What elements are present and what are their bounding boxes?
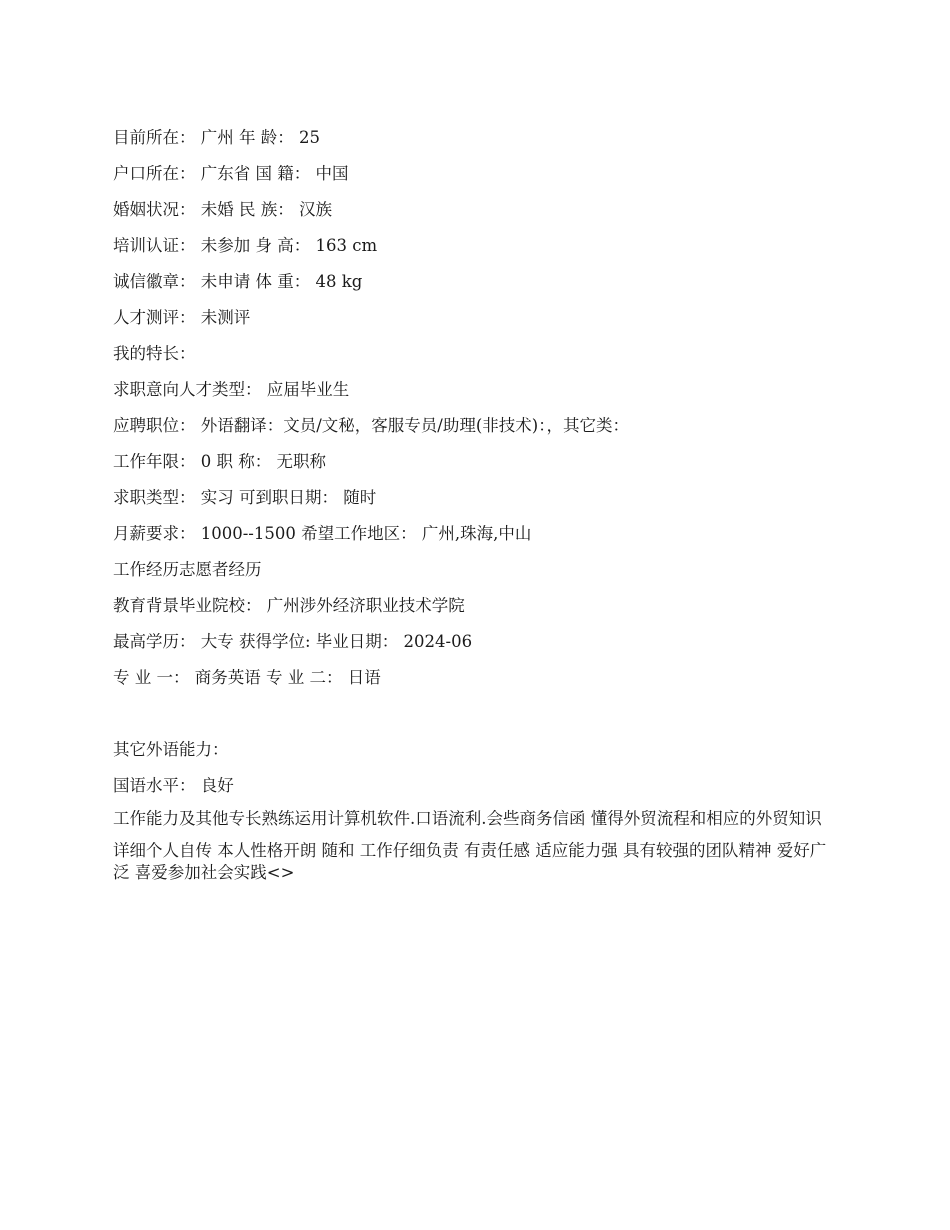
degree-graduation-line: 最高学历： 大专 获得学位: 毕业日期： 2024-06 (113, 632, 473, 651)
mandarin-level-line: 国语水平： 良好 (113, 776, 234, 795)
education-school-line: 教育背景毕业院校： 广州涉外经济职业技术学院 (113, 596, 465, 615)
training-height-line: 培训认证： 未参加 身 高： 163 cm (113, 236, 378, 255)
credit-weight-line: 诚信徽章： 未申请 体 重： 48 kg (113, 272, 363, 291)
work-ability-paragraph: 工作能力及其他专长熟练运用计算机软件.口语流利.会些商务信函 懂得外贸流程和相应的外贸知识 (113, 809, 822, 828)
household-nationality-line: 户口所在： 广东省 国 籍： 中国 (113, 164, 349, 183)
talent-type-line: 求职意向人才类型： 应届毕业生 (113, 380, 350, 399)
salary-region-line: 月薪要求： 1000--1500 希望工作地区： 广州,珠海,中山 (113, 524, 532, 543)
resume-document (113, 124, 835, 894)
self-introduction-paragraph: 详细个人自传 本人性格开朗 随和 工作仔细负责 有责任感 适应能力强 具有较强的团队精神 爱好广泛 喜爱参加社会实践<> (113, 841, 827, 882)
work-experience-heading: 工作经历志愿者经历 (113, 560, 262, 579)
specialty-line: 我的特长： (113, 344, 196, 363)
other-language-line: 其它外语能力： (113, 740, 229, 759)
current-location-age-line: 目前所在： 广州 年 龄： 25 (113, 128, 320, 147)
blank-spacer (113, 700, 835, 736)
job-type-start-date-line: 求职类型： 实习 可到职日期： 随时 (113, 488, 377, 507)
work-years-title-line: 工作年限： 0 职 称： 无职称 (113, 452, 326, 471)
marital-ethnicity-line: 婚姻状况： 未婚 民 族： 汉族 (113, 200, 332, 219)
applied-position-line: 应聘职位： 外语翻译：文员/文秘，客服专员/助理(非技术)：，其它类： (113, 416, 629, 435)
talent-assessment-line: 人才测评： 未测评 (113, 308, 251, 327)
majors-line: 专 业 一： 商务英语 专 业 二： 日语 (113, 668, 381, 687)
